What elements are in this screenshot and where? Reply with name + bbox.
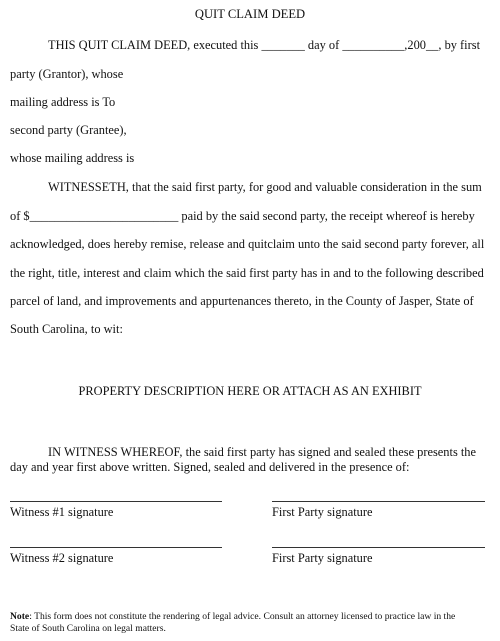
body-line-8: acknowledged, does hereby remise, release and quitclaim unto the said second party forever, all — [10, 237, 485, 251]
body-line-11: South Carolina, to wit: — [10, 322, 123, 336]
first-party-2-label: First Party signature — [272, 551, 373, 565]
body-line-6: WITNESSETH, that the said first party, for good and valuable consideration in the sum — [48, 180, 482, 194]
witness-2-label: Witness #2 signature — [10, 551, 114, 565]
body-line-4: second party (Grantee), — [10, 123, 127, 137]
body-line-2: party (Grantor), whose — [10, 67, 124, 81]
body-line-5: whose mailing address is — [10, 151, 135, 165]
note-label: Note — [10, 611, 30, 622]
body-line-3: mailing address is To — [10, 95, 116, 109]
note-line-2: State of South Carolina on legal matters. — [10, 623, 166, 634]
document-title: QUIT CLAIM DEED — [194, 7, 306, 21]
body-line-1: THIS QUIT CLAIM DEED, executed this _______ day of __________,200__, by first — [48, 38, 481, 52]
first-party-1-signature-line — [272, 501, 485, 502]
legal-note — [10, 611, 494, 635]
property-description-placeholder: PROPERTY DESCRIPTION HERE OR ATTACH AS AN EXHIBIT — [78, 384, 422, 398]
body-line-7: of $________________________ paid by the said second party, the receipt whereof is hereby — [10, 209, 475, 223]
first-party-1-label: First Party signature — [272, 505, 373, 519]
body-line-10: parcel of land, and improvements and appurtenances thereto, in the County of Jasper, State of — [10, 294, 474, 308]
witness-whereof-line-1: IN WITNESS WHEREOF, the said first party has signed and sealed these presents the — [48, 445, 477, 459]
witness-2-signature-line — [10, 547, 222, 548]
witness-whereof-line-2: day and year first above written. Signed, sealed and delivered in the presence of: — [10, 460, 410, 474]
witness-1-signature-line — [10, 501, 222, 502]
body-line-9: the right, title, interest and claim which the said first party has in and to the following described — [10, 266, 484, 280]
first-party-2-signature-line — [272, 547, 485, 548]
note-line-1: : This form does not constitute the rendering of legal advice. Consult an attorney licensed to practice law in the — [29, 611, 456, 622]
witness-1-label: Witness #1 signature — [10, 505, 114, 519]
